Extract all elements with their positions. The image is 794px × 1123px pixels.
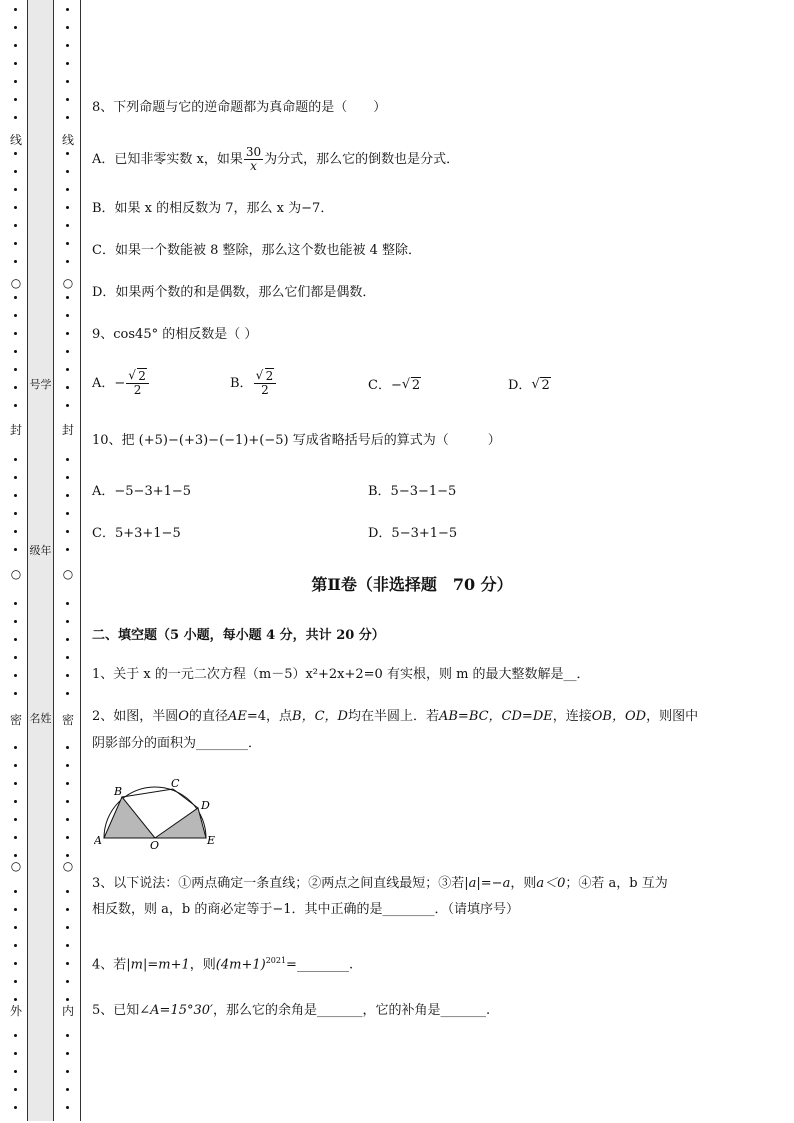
margin-dot xyxy=(66,692,69,695)
margin-mark: ○ xyxy=(8,567,24,581)
margin-dot xyxy=(14,782,17,785)
q9-option-c: C．−√ 2 xyxy=(368,376,421,396)
margin-dot xyxy=(14,530,17,533)
margin-dot xyxy=(14,512,17,515)
margin-dot xyxy=(14,260,17,263)
margin-dot xyxy=(14,476,17,479)
q8-option-c: C．如果一个数能被 8 整除，那么这个数也能被 4 整除． xyxy=(92,243,422,258)
margin-dot xyxy=(66,458,69,461)
margin-dot xyxy=(66,404,69,407)
margin-dot xyxy=(66,818,69,821)
margin-mark: ○ xyxy=(60,276,76,290)
fill-q4: 4、若|m|=m+1，则$(4m+1)^{2021}=\_\_\_\_\_\_\_\_$. xyxy=(92,956,354,973)
margin-dot xyxy=(66,170,69,173)
margin-dot xyxy=(66,782,69,785)
q9-option-a: A．− √ $\frac{2}{2}$ xyxy=(92,370,150,397)
fill-q2-line1: 2、如图，半圆O的直径AE=4，点B，C，D均在半圆上．若AB=BC，CD=DE，连接OB，OD，则图中 xyxy=(92,709,699,724)
margin-dot xyxy=(14,620,17,623)
fill-q1: 1、关于 x 的一元二次方程（m－5）x²+2x+2=0 有实根，则 m 的最大整数解是__． xyxy=(92,667,590,682)
fill-in-heading: 二、填空题（5 小题，每小题 4 分，共计 20 分） xyxy=(92,628,385,643)
margin-dot xyxy=(66,1034,69,1037)
label-student-number: 号学 xyxy=(29,378,52,391)
margin-dot xyxy=(14,944,17,947)
margin-dot xyxy=(14,908,17,911)
q8-a-post: 为分式，那么它的倒数也是分式． xyxy=(264,152,460,167)
fraction-30-over-x: $\frac{30}{x}$ xyxy=(245,145,262,173)
q8-a-pre: A．已知非零实数 x，如果 xyxy=(92,152,243,167)
label-grade: 级年 xyxy=(29,544,52,557)
margin-dot xyxy=(14,314,17,317)
margin-dot xyxy=(66,332,69,335)
margin-dot xyxy=(14,170,17,173)
margin-dot xyxy=(14,116,17,119)
margin-dot xyxy=(14,998,17,1001)
margin-dot xyxy=(14,602,17,605)
margin-dot xyxy=(66,188,69,191)
margin-dot xyxy=(14,350,17,353)
margin-dot xyxy=(66,926,69,929)
margin-dot xyxy=(66,1052,69,1055)
margin-dot xyxy=(14,746,17,749)
margin-mark: ○ xyxy=(8,859,24,873)
q9-stem: 9、cos45° 的相反数是（ ） xyxy=(92,327,258,342)
margin-dot xyxy=(66,1088,69,1091)
margin-dot xyxy=(66,674,69,677)
margin-dot xyxy=(66,152,69,155)
margin-dot xyxy=(14,1070,17,1073)
margin-dot xyxy=(66,206,69,209)
margin-mark: ○ xyxy=(8,276,24,290)
margin-dot xyxy=(66,638,69,641)
margin-dot xyxy=(14,152,17,155)
binding-gutter xyxy=(27,0,54,1121)
margin-dot xyxy=(66,854,69,857)
margin-dot xyxy=(66,602,69,605)
margin-dot xyxy=(14,404,17,407)
margin-dot xyxy=(66,836,69,839)
margin-dot xyxy=(14,62,17,65)
shaded-region-left xyxy=(104,797,155,838)
fill-q2-line2: 阴影部分的面积为________． xyxy=(92,736,262,751)
margin-dot xyxy=(14,1052,17,1055)
margin-dot xyxy=(66,98,69,101)
margin-dot xyxy=(66,962,69,965)
margin-dot xyxy=(14,962,17,965)
margin-mark: 密 xyxy=(61,713,74,727)
margin-dot xyxy=(14,656,17,659)
label-a: A xyxy=(94,834,102,847)
margin-dot xyxy=(14,188,17,191)
section-2-title: 第Ⅱ卷（非选择题 70 分） xyxy=(311,575,513,594)
margin-dot xyxy=(66,26,69,29)
margin-dot xyxy=(14,926,17,929)
margin-dot xyxy=(14,638,17,641)
q10-option-b: B．5−3−1−5 xyxy=(368,484,457,499)
margin-dot xyxy=(14,494,17,497)
margin-dot xyxy=(14,44,17,47)
margin-dot xyxy=(66,80,69,83)
margin-dot xyxy=(14,836,17,839)
margin-dot xyxy=(14,1034,17,1037)
fill-q3-line2: 相反数，则 a，b 的商必定等于−1．其中正确的是________．（请填序号） xyxy=(92,902,520,917)
margin-dot xyxy=(66,116,69,119)
margin-dot xyxy=(14,296,17,299)
label-name: 名姓 xyxy=(29,712,52,725)
margin-dot xyxy=(66,314,69,317)
chord-bc xyxy=(122,789,173,797)
margin-dot xyxy=(14,764,17,767)
q8-option-b: B．如果 x 的相反数为 7，那么 x 为−7． xyxy=(92,201,334,216)
margin-dot xyxy=(66,656,69,659)
margin-dot xyxy=(66,548,69,551)
margin-dot xyxy=(14,800,17,803)
margin-mark: 外 xyxy=(9,1004,22,1018)
margin-dot xyxy=(66,476,69,479)
margin-dot xyxy=(66,944,69,947)
margin-dot xyxy=(66,530,69,533)
margin-dot xyxy=(66,368,69,371)
q9-option-d: D．√ 2 xyxy=(508,376,551,396)
q8-option-d: D．如果两个数的和是偶数，那么它们都是偶数． xyxy=(92,285,376,300)
margin-dot xyxy=(66,8,69,11)
margin-mark: 线 xyxy=(61,133,74,147)
margin-mark: 封 xyxy=(9,423,22,437)
margin-dot xyxy=(66,908,69,911)
q10-stem: 10、把 (+5)−(+3)−(−1)+(−5) 写成省略括号后的算式为（ ） xyxy=(92,433,501,448)
margin-dot xyxy=(14,80,17,83)
margin-dot xyxy=(14,980,17,983)
margin-dot xyxy=(14,368,17,371)
margin-dot xyxy=(14,206,17,209)
label-c: C xyxy=(171,777,180,790)
margin-dot xyxy=(14,674,17,677)
margin-dot xyxy=(66,512,69,515)
q10-option-c: C．5+3+1−5 xyxy=(92,526,181,541)
q8-stem: 8、下列命题与它的逆命题都为真命题的是（ ） xyxy=(92,100,387,115)
q8-option-a xyxy=(92,146,459,173)
margin-dot xyxy=(66,62,69,65)
margin-dot xyxy=(66,44,69,47)
label-e: E xyxy=(207,834,216,847)
chord-cd xyxy=(173,789,198,808)
margin-dot xyxy=(66,890,69,893)
shaded-region-right xyxy=(155,808,206,838)
margin-dot xyxy=(14,818,17,821)
margin-dot xyxy=(66,1106,69,1109)
margin-dot xyxy=(66,764,69,767)
semicircle-diagram xyxy=(94,776,224,850)
margin-dot xyxy=(14,692,17,695)
margin-dot xyxy=(14,854,17,857)
margin-dot xyxy=(66,386,69,389)
margin-mark: 线 xyxy=(9,133,22,147)
margin-dot xyxy=(66,980,69,983)
margin-mark: ○ xyxy=(60,859,76,873)
margin-dot xyxy=(66,296,69,299)
q10-option-d: D．5−3+1−5 xyxy=(368,526,458,541)
margin-dot xyxy=(14,26,17,29)
margin-dot xyxy=(66,746,69,749)
margin-dot xyxy=(66,350,69,353)
margin-mark: 封 xyxy=(61,423,74,437)
outer-dot-column xyxy=(10,0,22,1123)
margin-dot xyxy=(66,998,69,1001)
margin-dot xyxy=(14,8,17,11)
margin-dot xyxy=(14,386,17,389)
label-b: B xyxy=(114,785,123,798)
margin-dot xyxy=(66,1070,69,1073)
q9-option-b: B． √ $\frac{2}{2}$ xyxy=(230,370,277,397)
margin-dot xyxy=(14,242,17,245)
margin-dot xyxy=(66,494,69,497)
margin-dot xyxy=(66,620,69,623)
margin-dot xyxy=(66,260,69,263)
margin-dot xyxy=(14,98,17,101)
margin-dot xyxy=(14,890,17,893)
label-o: O xyxy=(150,839,160,850)
margin-dot xyxy=(14,548,17,551)
margin-mark: 内 xyxy=(61,1004,74,1018)
margin-dot xyxy=(66,800,69,803)
margin-dot xyxy=(14,1088,17,1091)
margin-dot xyxy=(14,224,17,227)
margin-dot xyxy=(14,1106,17,1109)
margin-rule xyxy=(80,0,81,1121)
margin-dot xyxy=(14,332,17,335)
fill-q3-line1: 3、以下说法：①两点确定一条直线；②两点之间直线最短；③若|a|=−a，则a＜0；④若 a，b 互为 xyxy=(92,876,668,891)
fill-q5: 5、已知∠A=15°30′，那么它的余角是_______，它的补角是_______. xyxy=(92,1003,491,1018)
margin-dot xyxy=(66,242,69,245)
margin-mark: ○ xyxy=(60,567,76,581)
margin-dot xyxy=(66,224,69,227)
margin-mark: 密 xyxy=(9,713,22,727)
label-d: D xyxy=(201,799,210,812)
inner-dot-column xyxy=(62,0,74,1123)
q10-option-a: A．−5−3+1−5 xyxy=(92,484,192,499)
margin-dot xyxy=(14,458,17,461)
